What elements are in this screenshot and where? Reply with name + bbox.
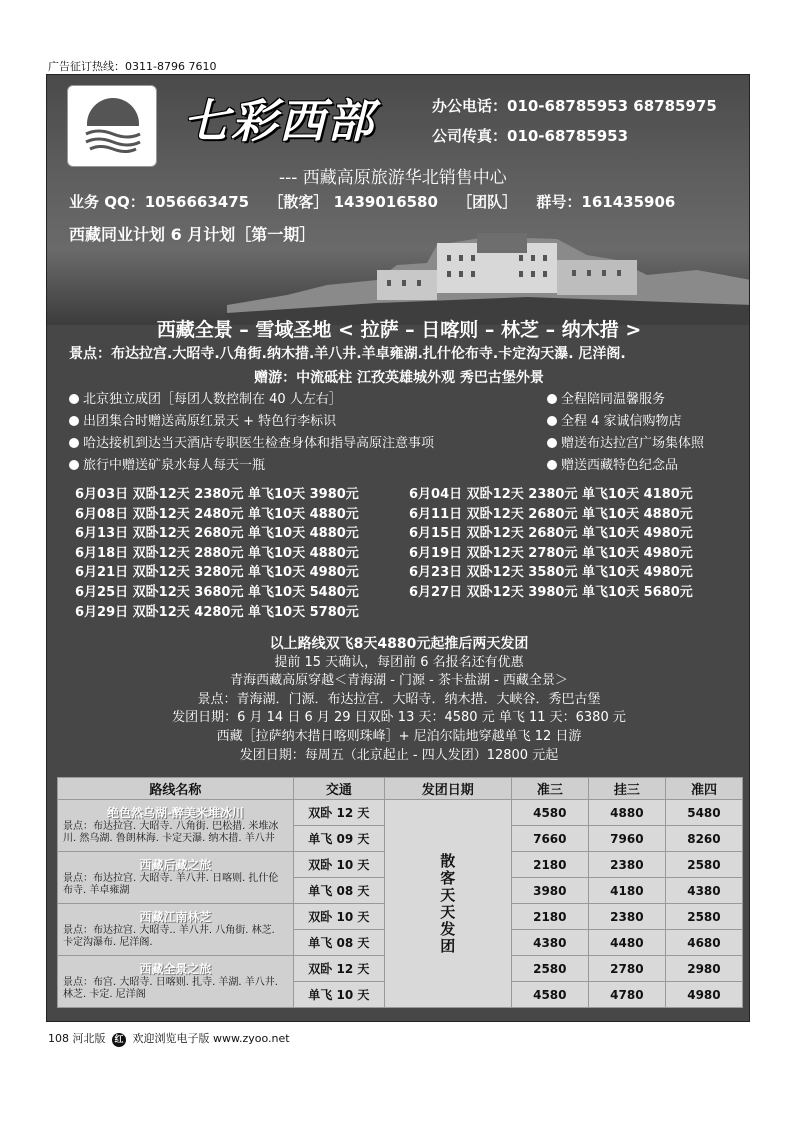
bullet-icon: [547, 438, 557, 448]
price-cell: 4780: [588, 982, 665, 1008]
price-cell: 7660: [511, 826, 588, 852]
feature-item: 出团集合时赠送高原红景天 + 特色行李标识: [69, 411, 434, 433]
team-label: ［团队］: [457, 193, 518, 211]
route-name: 西藏后藏之旅: [139, 857, 212, 872]
price-row: 6月13日 双卧12天 2680元 单飞10天 4880元: [75, 526, 359, 542]
ad-panel: [46, 74, 750, 1022]
price-row: 6月23日 双卧12天 3580元 单飞10天 4980元: [409, 565, 693, 581]
feature-item: 全程陪同温馨服务: [547, 389, 704, 411]
price-cell: 2980: [665, 956, 742, 982]
features-right: [547, 389, 704, 477]
price-cell: 4480: [588, 930, 665, 956]
feature-item: 旅行中赠送矿泉水每人每天一瓶: [69, 455, 434, 477]
note-line: 青海西藏高原穿越＜青海湖 - 门源 - 茶卡盐湖 - 西藏全景＞: [230, 673, 568, 689]
price-row: 6月08日 双卧12天 2480元 单飞10天 4880元: [75, 506, 359, 522]
route-desc: 景点：布达拉宫. 大昭寺. 羊八井. 日喀则. 扎什伦布寺. 羊卓雍湖: [63, 872, 279, 896]
col-departure: 发团日期: [384, 778, 511, 800]
price-cell: 4580: [511, 800, 588, 826]
edition-badge-icon: 红: [112, 1033, 126, 1047]
transport-cell: 双卧 12 天: [293, 956, 384, 982]
col-price-2: 挂三: [588, 778, 665, 800]
price-row: 6月19日 双卧12天 2780元 单飞10天 4980元: [409, 545, 693, 561]
price-row: 6月27日 双卧12天 3980元 单飞10天 5680元: [409, 584, 693, 600]
route-name: 西藏全景之旅: [139, 961, 212, 976]
price-list-right: [409, 485, 693, 603]
feature-item: 赠送布达拉宫广场集体照: [547, 433, 704, 455]
transport-cell: 双卧 12 天: [293, 800, 384, 826]
notes: [47, 635, 750, 765]
table-row: [58, 800, 743, 826]
price-cell: 4880: [588, 800, 665, 826]
contact-line: [69, 191, 689, 212]
route-desc: 景点：布达拉宫. 大昭寺.. 羊八井. 八角街. 林芝. 卡定沟瀑布. 尼洋阁.: [63, 924, 275, 948]
subtitle: --- 西藏高原旅游华北销售中心: [279, 168, 507, 188]
transport-cell: 单飞 08 天: [293, 930, 384, 956]
price-cell: 2580: [665, 904, 742, 930]
retail-contact: ［散客］ 1439016580: [268, 193, 438, 211]
note-line: 西藏［拉萨纳木措日喀则珠峰］+ 尼泊尔陆地穿越单飞 12 日游: [216, 728, 582, 744]
bullet-icon: [69, 460, 79, 470]
price-cell: 4680: [665, 930, 742, 956]
price-row: 6月11日 双卧12天 2680元 单飞10天 4880元: [409, 506, 693, 522]
page-number: 108: [48, 1032, 69, 1045]
plan-title: 西藏同业计划 6 月计划［第一期］: [69, 225, 316, 244]
route-title: 西藏全景 – 雪域圣地 < 拉萨 – 日喀则 – 林芝 – 纳木措 >: [156, 319, 642, 341]
col-transport: 交通: [293, 778, 384, 800]
price-cell: 3980: [511, 878, 588, 904]
col-price-3: 准四: [665, 778, 742, 800]
bullet-icon: [547, 416, 557, 426]
transport-cell: 双卧 10 天: [293, 852, 384, 878]
route-spots: 景点：布达拉宫.大昭寺.八角街.纳木措.羊八井.羊卓雍湖.扎什伦布寺.卡定沟天瀑. 尼洋阁.: [69, 346, 626, 362]
route-desc: 景点：布宫. 大昭寺. 日喀则. 扎寺. 羊湖. 羊八井. 林芝. 卡定. 尼洋阁: [63, 976, 278, 1000]
price-cell: 4980: [665, 982, 742, 1008]
price-row: 6月15日 双卧12天 2680元 单飞10天 4980元: [409, 526, 693, 542]
price-cell: 4180: [588, 878, 665, 904]
price-cell: 2380: [588, 904, 665, 930]
transport-cell: 单飞 08 天: [293, 878, 384, 904]
feature-item: 全程 4 家诚信购物店: [547, 411, 704, 433]
price-table: [57, 777, 743, 1008]
transport-cell: 单飞 09 天: [293, 826, 384, 852]
bullet-icon: [69, 394, 79, 404]
price-cell: 2580: [665, 852, 742, 878]
price-cell: 2580: [511, 956, 588, 982]
bullet-icon: [547, 460, 557, 470]
price-cell: 2380: [588, 852, 665, 878]
ad-hotline: 广告征订热线：0311-8796 7610: [48, 60, 217, 73]
note-line: 景点：青海湖．门源．布达拉宫．大昭寺．纳木措．大峡谷．秀巴古堡: [197, 691, 601, 707]
route-cell: [58, 852, 294, 904]
route-cell: [58, 904, 294, 956]
route-cell: [58, 956, 294, 1008]
bullet-icon: [69, 438, 79, 448]
features-left: [69, 389, 434, 477]
price-row: 6月21日 双卧12天 3280元 单飞10天 4980元: [75, 565, 359, 581]
price-row: 6月04日 双卧12天 2380元 单飞10天 4180元: [409, 487, 693, 502]
price-row: 6月03日 双卧12天 2380元 单飞10天 3980元: [75, 487, 359, 502]
footer-url[interactable]: www.zyoo.net: [213, 1032, 290, 1045]
group-number: 群号：161435906: [536, 193, 676, 211]
transport-cell: 单飞 10 天: [293, 982, 384, 1008]
price-cell: 5480: [665, 800, 742, 826]
route-cell: [58, 800, 294, 852]
price-list-left: [75, 485, 359, 622]
route-desc: 景点：布达拉宫. 大昭寺. 八角街. 巴松措. 米堆冰川. 然乌湖. 鲁朗林海. 卡定天瀑. 纳木措. 羊八井: [63, 820, 279, 844]
note-line: 发团日期：6 月 14 日 6 月 29 日双卧 13 天：4580 元 单飞 11 天：6380 元: [172, 710, 626, 726]
feature-item: 赠送西藏特色纪念品: [547, 455, 704, 477]
route-gift: 赠游：中流砥柱 江孜英雄城外观 秀巴古堡外景: [254, 370, 544, 386]
price-row: 6月29日 双卧12天 4280元 单飞10天 5780元: [75, 604, 359, 620]
price-cell: 7960: [588, 826, 665, 852]
transport-cell: 双卧 10 天: [293, 904, 384, 930]
departure-text: 散客天天发团: [438, 852, 457, 955]
col-route-name: 路线名称: [58, 778, 294, 800]
col-price-1: 准三: [511, 778, 588, 800]
company-fax: 公司传真：010-68785953: [432, 127, 629, 145]
route-name: 西藏江南林芝: [139, 909, 212, 924]
bullet-icon: [69, 416, 79, 426]
price-row: 6月25日 双卧12天 3680元 单飞10天 5480元: [75, 584, 359, 600]
page-footer: [48, 1030, 290, 1047]
price-row: 6月18日 双卧12天 2880元 单飞10天 4880元: [75, 545, 359, 561]
route-name: 绝色然乌湖-醉美米堆冰川: [106, 805, 244, 820]
price-cell: 2180: [511, 852, 588, 878]
edition-label: 河北版: [72, 1032, 106, 1045]
price-cell: 8260: [665, 826, 742, 852]
price-cell: 2780: [588, 956, 665, 982]
company-logo: [67, 85, 157, 167]
note-line: 提前 15 天确认，每团前 6 名报名还有优惠: [274, 654, 524, 670]
price-cell: 4380: [665, 878, 742, 904]
feature-item: 哈达接机到达当天酒店专职医生检查身体和指导高原注意事项: [69, 433, 434, 455]
table-header-row: [58, 778, 743, 800]
office-phone: 办公电话：010-68785953 68785975: [432, 97, 717, 115]
note-headline: 以上路线双飞8天4880元起推后两天发团: [269, 636, 529, 652]
note-line: 发团日期：每周五（北京起止 - 四人发团）12800 元起: [239, 747, 559, 763]
price-cell: 4380: [511, 930, 588, 956]
price-cell: 2180: [511, 904, 588, 930]
brand-name: 七彩西部: [183, 94, 375, 148]
business-qq: 业务 QQ：1056663475: [69, 193, 250, 211]
price-cell: 4580: [511, 982, 588, 1008]
bullet-icon: [547, 394, 557, 404]
footer-text: 欢迎浏览电子版: [132, 1032, 210, 1045]
feature-item: 北京独立成团［每团人数控制在 40 人左右］: [69, 389, 434, 411]
departure-cell: [384, 800, 511, 1008]
